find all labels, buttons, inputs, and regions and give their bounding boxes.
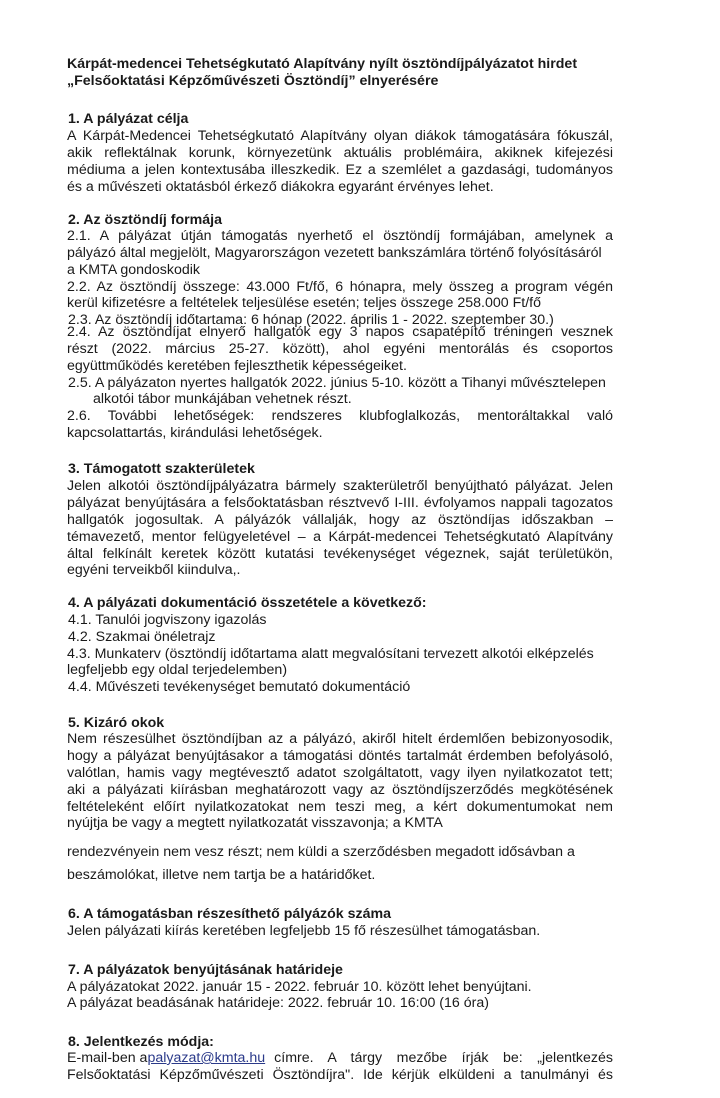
section-1-heading: 1. A pályázat célja <box>68 111 189 127</box>
section-2-item: a KMTA gondoskodik <box>67 262 201 278</box>
section-2-item: 2.5. A pályázaton nyertes hallgatók 2022. június 5-10. között a Tihanyi művésztelepen <box>68 375 606 391</box>
section-5-text: nyújtja be vagy a megtett nyilatkozatát visszavonja; a KMTA <box>67 815 443 831</box>
section-8-line-2: Felsőoktatási Képzőművészeti Ösztöndíjra". Ide kérjük elküldeni a tanulmányi és <box>67 1067 613 1083</box>
section-2-item: 2.4. Az ösztöndíjat elnyerő hallgatók egy 3 napos csapatépítő tréningen vesznek <box>67 324 613 340</box>
section-3-text: pályázat benyújtására a felsőoktatásban résztvevő I-III. évfolyamos nappali tagozatos <box>67 495 613 511</box>
section-2-item: együttműködés keretében fejleszthetik képességeiket. <box>67 358 407 374</box>
section-2-item: részt (2022. március 25-27. között), ahol egyéni mentorálás és csoportos <box>67 341 613 357</box>
section-3-text: által felkínált keretek között kutatási tevékenységet végeznek, saját területükön, <box>67 546 613 562</box>
section-8-line-1 <box>67 1050 613 1067</box>
section-2-item: 2.2. Az ösztöndíj összege: 43.000 Ft/fő, 6 hónapra, mely összeg a program végén <box>67 279 613 295</box>
section-5-text: beszámolókat, illetve nem tartja be a határidőket. <box>67 867 376 883</box>
section-2-item: pályázó által megjelölt, Magyarországon vezetett bankszámlára történő folyósításáról <box>67 245 602 261</box>
section-3-heading: 3. Támogatott szakterületek <box>68 461 255 477</box>
section-3-text: hallgatók jogosultak. A pályázók vállalják, hogy az ösztöndíjas időszakban – <box>67 512 613 528</box>
section-2-item: kerül kifizetésre a feltételek teljesülése esetén; teljes összege 258.000 Ft/fő <box>67 295 541 311</box>
section-3-text: egyéni terveikből kiindulva,. <box>67 562 241 578</box>
section-8-pre-text: E-mail-ben a <box>67 1050 148 1066</box>
section-6-text: Jelen pályázati kiírás keretében legfeljebb 15 fő részesülhet támogatásban. <box>67 923 541 939</box>
section-1-text: A Kárpát-Medencei Tehetségkutató Alapítvány olyan diákok támogatására fókuszál, <box>67 128 613 144</box>
document-title-line-1: Kárpát-medencei Tehetségkutató Alapítvány nyílt ösztöndíjpályázatot hirdet <box>67 56 578 72</box>
section-3-text: témavezető, mentor felügyeletével – a Kárpát-medencei Tehetségkutató Alapítvány <box>67 529 613 545</box>
section-2-item: 2.3. Az ösztöndíj időtartama: 6 hónap (2022. április 1 - 2022. szeptember 30.) <box>68 312 554 328</box>
section-5-text: rendezvényein nem vesz részt; nem küldi a szerződésben megadott idősávban a <box>67 844 575 860</box>
section-5-text: aki a pályázati kiírásban meghatározott vagy az ösztöndíjszerződés megkötésének <box>67 782 613 798</box>
section-7-text: A pályázatokat 2022. január 15 - 2022. február 10. között lehet benyújtani. <box>67 979 532 995</box>
section-5-text: hogy a pályázat benyújtásakor a támogatási döntés tartalmát érdemben befolyásoló, <box>67 748 613 764</box>
section-7-text: A pályázat beadásának határideje: 2022. február 10. 16:00 (16 óra) <box>67 995 489 1011</box>
section-5-text: valótlan, hamis vagy megtévesztő adatot szolgáltatott, vagy ilyen nyilatkozatot tett; <box>67 765 613 781</box>
section-2-item: kapcsolattartás, kirándulási lehetőségek. <box>67 425 323 441</box>
section-4-item: 4.4. Művészeti tevékenységet bemutató dokumentáció <box>68 679 411 695</box>
section-1-text: médiuma a jelen kontextusába illeszkedik. Ez a szemlélet a gazdasági, tudományos <box>67 162 613 178</box>
section-5-heading: 5. Kizáró okok <box>68 715 165 731</box>
section-4-heading: 4. A pályázati dokumentáció összetétele a következő: <box>68 595 427 611</box>
section-4-item: 4.2. Szakmai önéletrajz <box>68 629 216 645</box>
section-2-item: alkotói tábor munkájában vehetnek részt. <box>93 391 352 407</box>
email-link[interactable]: palyazat@kmta.hu <box>147 1050 266 1066</box>
section-5-text: Nem részesülhet ösztöndíjban az a pályázó, akiről hitelt érdemlően bebizonyosodik, <box>67 731 613 747</box>
section-5-text: feltételeként előírt nyilatkozatokat nem teszi meg, a kért dokumentumokat nem <box>67 799 613 815</box>
section-2-item: 2.6. További lehetőségek: rendszeres klubfoglalkozás, mentoráltakkal való <box>67 408 613 424</box>
section-6-heading: 6. A támogatásban részesíthető pályázók száma <box>68 906 392 922</box>
section-1-text: és a művészeti oktatásból érkező diákokra egyaránt érvényes lehet. <box>67 179 494 195</box>
section-3-text: Jelen alkotói ösztöndíjpályázatra bármely szakterületről benyújtható pályázat. Jelen <box>67 478 613 494</box>
section-4-item: 4.3. Munkaterv (ösztöndíj időtartama alatt megvalósítani tervezett alkotói elképzelés <box>67 646 594 662</box>
section-7-heading: 7. A pályázatok benyújtásának határideje <box>68 962 343 978</box>
section-8-heading: 8. Jelentkezés módja: <box>68 1034 214 1050</box>
document-title-line-2: „Felsőoktatási Képzőművészeti Ösztöndíj” elnyerésére <box>67 73 439 89</box>
section-2-heading: 2. Az ösztöndíj formája <box>68 212 222 228</box>
section-8-post-text: címre. A tárgy mezőbe írják be: „jelentkezés <box>274 1050 613 1066</box>
section-4-item: 4.1. Tanulói jogviszony igazolás <box>68 612 267 628</box>
section-4-item: legfeljebb egy oldal terjedelemben) <box>67 662 288 678</box>
section-2-item: 2.1. A pályázat útján támogatás nyerhető el ösztöndíj formájában, amelynek a <box>67 228 613 244</box>
section-1-text: akik reflektálnak korunk, környezetünk aktuális problémáira, akiknek kifejezési <box>67 145 613 161</box>
